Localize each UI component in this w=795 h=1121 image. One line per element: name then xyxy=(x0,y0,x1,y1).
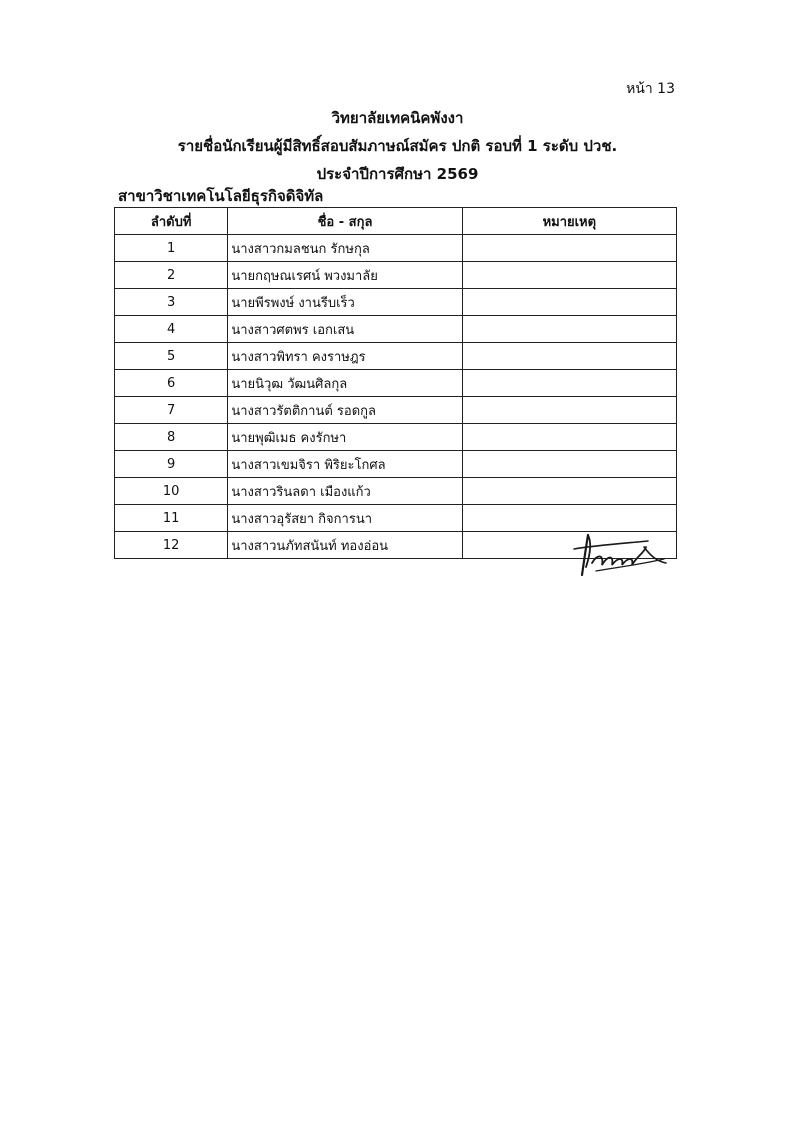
row-number: 1 xyxy=(115,235,228,262)
student-name: นางสาวพิทรา คงราษฎร xyxy=(228,343,462,370)
academic-year: ประจำปีการศึกษา 2569 xyxy=(316,165,479,183)
remark xyxy=(462,235,676,262)
row-number: 6 xyxy=(115,370,228,397)
row-number: 8 xyxy=(115,424,228,451)
student-name: นางสาวศตพร เอกเสน xyxy=(228,316,462,343)
row-number: 10 xyxy=(115,478,228,505)
remark xyxy=(462,262,676,289)
table-row xyxy=(115,397,677,424)
page-number: หน้า 13 xyxy=(626,81,675,97)
student-name: นางสาวรินลดา เมืองแก้ว xyxy=(228,478,462,505)
student-name: นางสาวกมลชนก รักษกุล xyxy=(228,235,462,262)
remark xyxy=(462,316,676,343)
row-number: 12 xyxy=(115,532,228,559)
row-number: 3 xyxy=(115,289,228,316)
table-row xyxy=(115,370,677,397)
remark xyxy=(462,370,676,397)
student-name: นางสาวเขมจิรา พิริยะโกศล xyxy=(228,451,462,478)
remark xyxy=(462,424,676,451)
student-name: นายกฤษณเรศน์ พวงมาลัย xyxy=(228,262,462,289)
signature-mark xyxy=(568,525,678,585)
row-number: 9 xyxy=(115,451,228,478)
document-title: รายชื่อนักเรียนผู้มีสิทธิ์สอบสัมภาษณ์สมัคร ปกติ รอบที่ 1 ระดับ ปวช. xyxy=(177,137,618,155)
table-row xyxy=(115,262,677,289)
row-number: 11 xyxy=(115,505,228,532)
remark xyxy=(462,343,676,370)
row-number: 5 xyxy=(115,343,228,370)
remark xyxy=(462,451,676,478)
remark xyxy=(462,397,676,424)
table-row xyxy=(115,316,677,343)
column-header-name: ชื่อ - สกุล xyxy=(228,208,462,235)
student-name: นางสาวอุรัสยา กิจการนา xyxy=(228,505,462,532)
table-row xyxy=(115,424,677,451)
table-row xyxy=(115,451,677,478)
remark xyxy=(462,478,676,505)
remark xyxy=(462,289,676,316)
table-row xyxy=(115,343,677,370)
student-name: นางสาวรัตติกานต์ รอดกูล xyxy=(228,397,462,424)
column-header-number: ลำดับที่ xyxy=(115,208,228,235)
student-name: นายพีรพงษ์ งานรีบเร็ว xyxy=(228,289,462,316)
row-number: 4 xyxy=(115,316,228,343)
row-number: 7 xyxy=(115,397,228,424)
college-name: วิทยาลัยเทคนิคพังงา xyxy=(331,109,464,127)
table-row xyxy=(115,478,677,505)
row-number: 2 xyxy=(115,262,228,289)
document-header xyxy=(0,104,795,188)
student-name: นายนิวุฒ วัฒนศิลกุล xyxy=(228,370,462,397)
program-name: สาขาวิชาเทคโนโลยีธุรกิจดิจิทัล xyxy=(118,187,324,205)
student-name: นางสาวนภัทสนันท์ ทองอ่อน xyxy=(228,532,462,559)
student-table xyxy=(114,207,677,559)
student-name: นายพุฒิเมธ คงรักษา xyxy=(228,424,462,451)
table-row xyxy=(115,289,677,316)
column-header-remark: หมายเหตุ xyxy=(462,208,676,235)
table-header-row xyxy=(115,208,677,235)
table-row xyxy=(115,235,677,262)
